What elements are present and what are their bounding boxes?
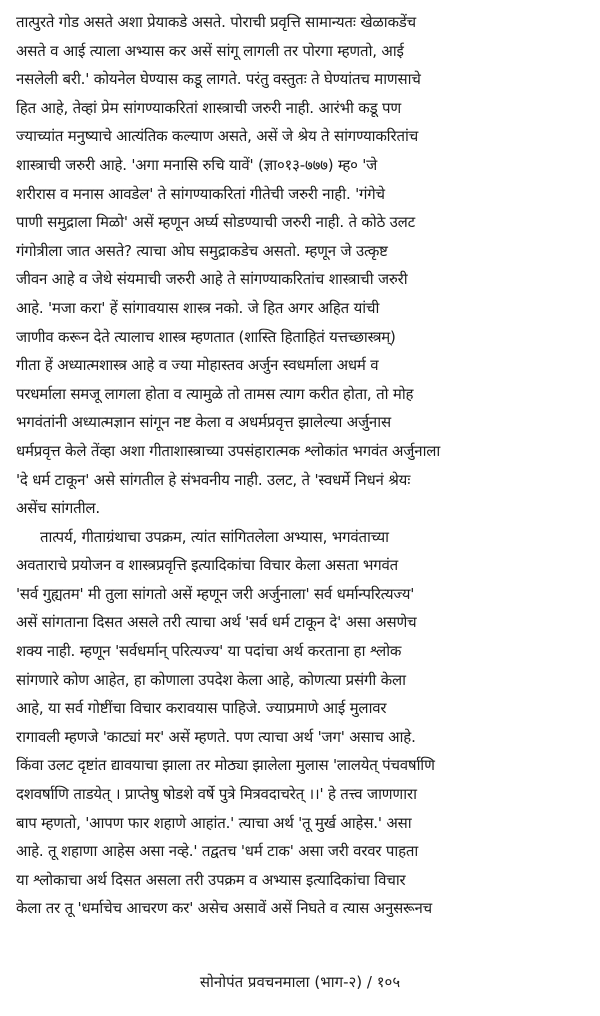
text-line: या श्लोकाचा अर्थ दिसत असला तरी उपक्रम व अभ्यास इत्यादिकांचा विचार [16, 870, 406, 889]
text-line: दशवर्षाणि ताडयेत् । प्राप्तेषु षोडशे वर्षे पुत्रे मित्रवदाचरेत् ।।' हे तत्त्व जाणणारा [16, 785, 417, 804]
text-line: गीता हें अध्यात्मशास्त्र आहे व ज्या मोहास्तव अर्जुन स्वधर्माला अधर्म व [16, 356, 379, 375]
text-line: सांगणारे कोण आहेत, हा कोणाला उपदेश केला आहे, कोणत्या प्रसंगी केला [16, 670, 406, 689]
text-line: 'दे धर्म टाकून' असे सांगतील हे संभवनीय नाही. उलट, ते 'स्वधर्मे निधनं श्रेयः [16, 470, 411, 489]
text-line: रागावली म्हणजे 'काट्यां मर' असें म्हणते. पण त्याचा अर्थ 'जग' असाच आहे. [16, 727, 416, 746]
text-line: 'सर्व गुह्यतम' मी तुला सांगतो असें म्हणून जरी अर्जुनाला' सर्व धर्मान्परित्यज्य' [16, 584, 415, 603]
page-footer: सोनोपंत प्रवचनमाला (भाग-२) / १०५ [199, 973, 401, 991]
text-line: केला तर तू 'धर्माचेच आचरण कर' असेच असावें असें निघते व त्यास अनुसरूनच [16, 899, 432, 918]
text-line: शक्य नाही. म्हणून 'सर्वधर्मान् परित्यज्य' या पदांचा अर्थ करताना हा श्लोक [16, 642, 402, 661]
text-line: शरीरास व मनास आवडेल' ते सांगण्याकरितां गीतेची जरुरी नाही. 'गंगेचे [16, 184, 385, 203]
text-line: हित आहे, तेव्हां प्रेम सांगण्याकरितां शास्त्राची जरुरी नाही. आरंभी कडू पण [16, 98, 401, 117]
text-line: आहे, या सर्व गोष्टींचा विचार करावयास पाहिजे. ज्याप्रमाणे आई मुलावर [16, 699, 387, 718]
text-line: भगवंतांनी अध्यात्मज्ञान सांगून नष्ट केला व अधर्मप्रवृत्त झालेल्या अर्जुनास [16, 413, 391, 432]
text-line: जीवन आहे व जेथे संयमाची जरुरी आहे ते सांगण्याकरितांच शास्त्राची जरुरी [16, 270, 408, 289]
text-line: जाणीव करून देते त्यालाच शास्त्र म्हणतात (शास्ति हिताहितं यत्तच्छास्त्रम्) [16, 327, 396, 346]
text-line: असते व आई त्याला अभ्यास कर असें सांगू लागली तर पोरगा म्हणतो, आई [16, 41, 404, 60]
text-line: नसलेली बरी.' कोयनेल घेण्यास कडू लागते. परंतु वस्तुतः ते घेण्यांतच माणसाचे [16, 70, 421, 89]
text-line: आहे. तू शहाणा आहेस असा नव्हे.' तद्वतच 'धर्म टाक' असा जरी वरवर पाहता [16, 842, 419, 861]
text-line: असेंच सांगतील. [16, 499, 100, 518]
body-text [16, 8, 584, 923]
text-line: तात्पुरते गोड असते अशा प्रेयाकडे असते. पोराची प्रवृत्ति सामान्यतः खेळाकडेंच [16, 13, 416, 31]
text-line: धर्मप्रवृत्त केले तेंव्हा अशा गीताशास्त्राच्या उपसंहारात्मक श्लोकांत भगवंत अर्जुनाला [16, 441, 441, 460]
paragraph-start-line: तात्पर्य, गीताग्रंथाचा उपक्रम, त्यांत सांगितलेला अभ्यास, भगवंताच्या [40, 527, 389, 546]
text-line: आहे. 'मजा करा' हें सांगावयास शास्त्र नको. जे हित अगर अहित यांची [16, 298, 380, 317]
text-line: बाप म्हणतो, 'आपण फार शहाणे आहांत.' त्याचा अर्थ 'तू मुर्ख आहेस.' असा [16, 813, 412, 832]
text-line: असें सांगताना दिसत असले तरी त्याचा अर्थ 'सर्व धर्म टाकून दे' असा असणेच [16, 613, 417, 632]
text-line: अवताराचे प्रयोजन व शास्त्रप्रवृत्ति इत्यादिकांचा विचार केला असता भगवंत [16, 556, 398, 575]
text-line: परधर्माला समजू लागला होता व त्यामुळे तो तामस त्याग करीत होता, तो मोह [16, 384, 414, 403]
text-line: किंवा उलट दृष्टांत द्यावयाचा झाला तर मोठ्या झालेला मुलास 'लालयेत् पंचवर्षाणि [16, 756, 435, 775]
text-line: पाणी समुद्राला मिळो' असें म्हणून अर्घ्य सोडण्याची जरुरी नाही. ते कोठे उलट [16, 213, 416, 232]
text-line: शास्त्राची जरुरी आहे. 'अगा मनासि रुचि यावें' (ज्ञा०१३-७७७) म्ह० 'जे [16, 155, 378, 174]
text-line: गंगोत्रीला जात असते? त्याचा ओघ समुद्राकडेच असतो. म्हणून जे उत्कृष्ट [16, 241, 388, 260]
text-line: ज्याच्यांत मनुष्याचे आत्यंतिक कल्याण असते, असें जे श्रेय ते सांगण्याकरितांच [16, 127, 419, 146]
